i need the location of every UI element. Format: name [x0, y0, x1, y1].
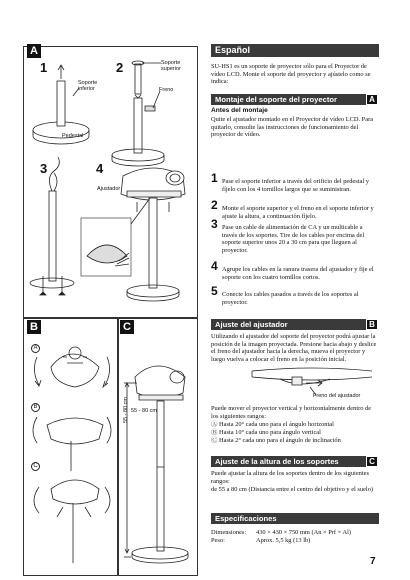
figure-b-mark-b: B: [31, 403, 40, 412]
step-text: Agrupe los cables en la ranura trasera del ajustador y fije el soporte con los cuatro tornillos cortos.: [222, 266, 374, 281]
figure-c-label: C: [120, 320, 134, 334]
step-1-number: 1: [40, 60, 48, 75]
spec-weight-label: Peso:: [211, 537, 225, 544]
language-title: Español: [215, 45, 251, 55]
height-paragraph: Puede ajustar la altura de los soportes dentro de los siguientes rangos:: [211, 470, 369, 485]
step-text: Pase el soporte inferior a través del orificio del pedestal y fíjelo con los 4 tornillos largos que se suministran.: [222, 178, 369, 193]
height-range-text: de 55 a 80 cm (Distancia entre el centro del objetivo y el suelo): [211, 486, 374, 493]
section-a-label: A: [366, 94, 378, 105]
before-assembly-text: Quite el ajustador montado en el Proyector de vídeo LCD. Para quitarlo, consulte las instrucciones de funcionamiento del proyector de vídeo.: [211, 116, 374, 139]
intro-paragraph: SU-HS1 es un soporte de proyector sólo para el Proyector de vídeo LCD. Monte el soporte del proyector y ajústelo como se indica:: [211, 63, 371, 86]
step-number: 2: [211, 198, 218, 212]
spec-weight-value: Aprox. 5,5 kg (13 lb): [256, 537, 311, 544]
step-text: Conecte los cables pasados a través de los soportes al proyector.: [222, 291, 359, 306]
specs-header: Especificaciones: [211, 513, 379, 524]
step-3-number: 3: [40, 161, 48, 176]
section-b-label: B: [366, 319, 378, 330]
before-assembly-heading: Antes del montaje: [211, 107, 268, 114]
callout-soporte-inferior: Soporte inferior: [78, 80, 98, 92]
figure-b-illustration: [23, 317, 117, 574]
section-c-header: Ajuste de la altura de los soportes: [211, 456, 378, 467]
callout-ajustador: Ajustador: [97, 186, 121, 192]
step-number: 5: [211, 284, 218, 298]
figure-a-illustration: [23, 46, 196, 317]
step-number: 4: [211, 259, 218, 273]
figure-b-label: B: [27, 320, 41, 334]
step-number: 3: [211, 217, 218, 231]
step-2-number: 2: [116, 60, 124, 75]
callout-soporte-superior: Soporte superior: [161, 60, 181, 72]
adjust-range-horizontal: Ⓐ Hasta 20° cada uno para el ángulo horizontal: [211, 421, 334, 428]
section-b-header: Ajuste del ajustador: [211, 319, 378, 330]
section-c-label: C: [366, 456, 378, 467]
figure-b-mark-c: C: [31, 462, 40, 471]
step-text: Monte el soporte superior y el freno en el soporte inferior y ajuste la altura, a continuación fíjelo.: [222, 205, 374, 220]
page-number: 7: [370, 556, 376, 567]
adjuster-brake-callout: Freno del ajustador: [313, 393, 361, 399]
adjust-range-vertical: Ⓑ Hasta 10° cada uno para ángulo vertical: [211, 429, 321, 436]
height-range-label: 55 - 80 cm: [123, 397, 129, 423]
adjust-range-tilt: Ⓒ Hasta 2° cada uno para el ángulo de inclinación: [211, 437, 341, 444]
figure-c-illustration: [117, 317, 196, 574]
figure-b-mark-a: A: [31, 344, 40, 353]
height-range-label-h: 55 - 80 cm: [131, 408, 157, 414]
callout-pedestal: Pedestal: [62, 133, 84, 139]
adjust-ranges-intro: Puede mover el proyector vertical y horizontalmente dentro de los siguientes rangos:: [211, 405, 372, 420]
spec-dimensions-label: Dimensiones:: [211, 529, 247, 536]
step-4-number: 4: [96, 161, 104, 176]
adjuster-paragraph: Utilizando el ajustador del soporte del proyector podrá ajustar la posición de la imagen proyectada. Presione hacia abajo y deslice el freno del ajustador hacia la derecha, mueva el proyector y luego vuelva a colocar el freno en la posición inicial.: [211, 333, 377, 364]
step-text: Pase un cable de alimentación de CA y un multicable a través de los soportes. Tire de los cables por encima del soporte superior unos 20 a 30 cm para que lleguen al proyector.: [222, 224, 365, 255]
callout-freno: Freno: [159, 87, 174, 93]
section-a-header: Montaje del soporte del proyector: [211, 94, 378, 105]
figure-a-label: A: [27, 44, 41, 58]
step-number: 1: [211, 171, 218, 185]
spec-dimensions-value: 430 × 430 × 750 mm (An × Prf × Al): [256, 529, 352, 536]
